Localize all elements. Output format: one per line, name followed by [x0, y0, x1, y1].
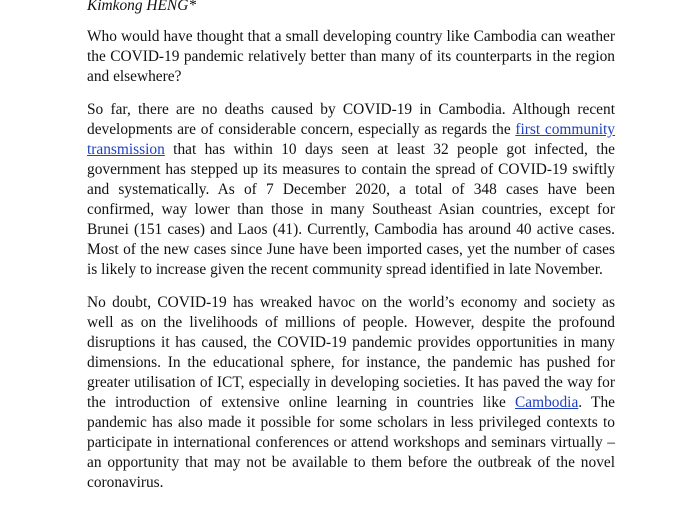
- paragraph-cases-text-start: So far, there are no deaths caused by COVID-19 in Cambodia. Although recent developments are of considerable concern, especially as regards the: [87, 101, 615, 138]
- cambodia-link[interactable]: Cambodia: [515, 394, 579, 411]
- paragraph-opportunities: [87, 293, 615, 493]
- paragraph-cases: [87, 100, 615, 280]
- paragraph-opportunities-text-start: No doubt, COVID-19 has wreaked havoc on the world’s economy and society as well as on the livelihoods of millions of people. However, despite the profound disruptions it has caused, the COVID-19 pandemic provides opportunities in many dimensions. In the educational sphere, for instance, the pandemic has pushed for greater utilisation of ICT, especially in developing societies. It has paved the way for the introduction of extensive online learning in countries like: [87, 294, 615, 411]
- paragraph-opportunities-text-end: . The pandemic has also made it possible for some scholars in less privileged contexts to participate in international conferences or attend workshops and seminars virtually – an opportunity that may not be available to them before the outbreak of the novel coronavirus.: [87, 394, 615, 491]
- author-byline: Kimkong HENG*: [87, 0, 197, 14]
- article-body: [87, 0, 615, 506]
- first-community-transmission-link[interactable]: first community transmission: [87, 121, 615, 158]
- paragraph-intro: Who would have thought that a small developing country like Cambodia can weather the COVID-19 pandemic relatively better than many of its counterparts in the region and elsewhere?: [87, 28, 615, 85]
- paragraph-cases-text-end: that has within 10 days seen at least 32 people got infected, the government has stepped up its measures to contain the spread of COVID-19 swiftly and systematically. As of 7 December 2020, a total of 348 cases have been confirmed, way lower than those in many Southeast Asian countries, except for Brunei (151 cases) and Laos (41). Currently, Cambodia has around 40 active cases. Most of the new cases since June have been imported cases, yet the number of cases is likely to increase given the recent community spread identified in late November.: [87, 141, 615, 278]
